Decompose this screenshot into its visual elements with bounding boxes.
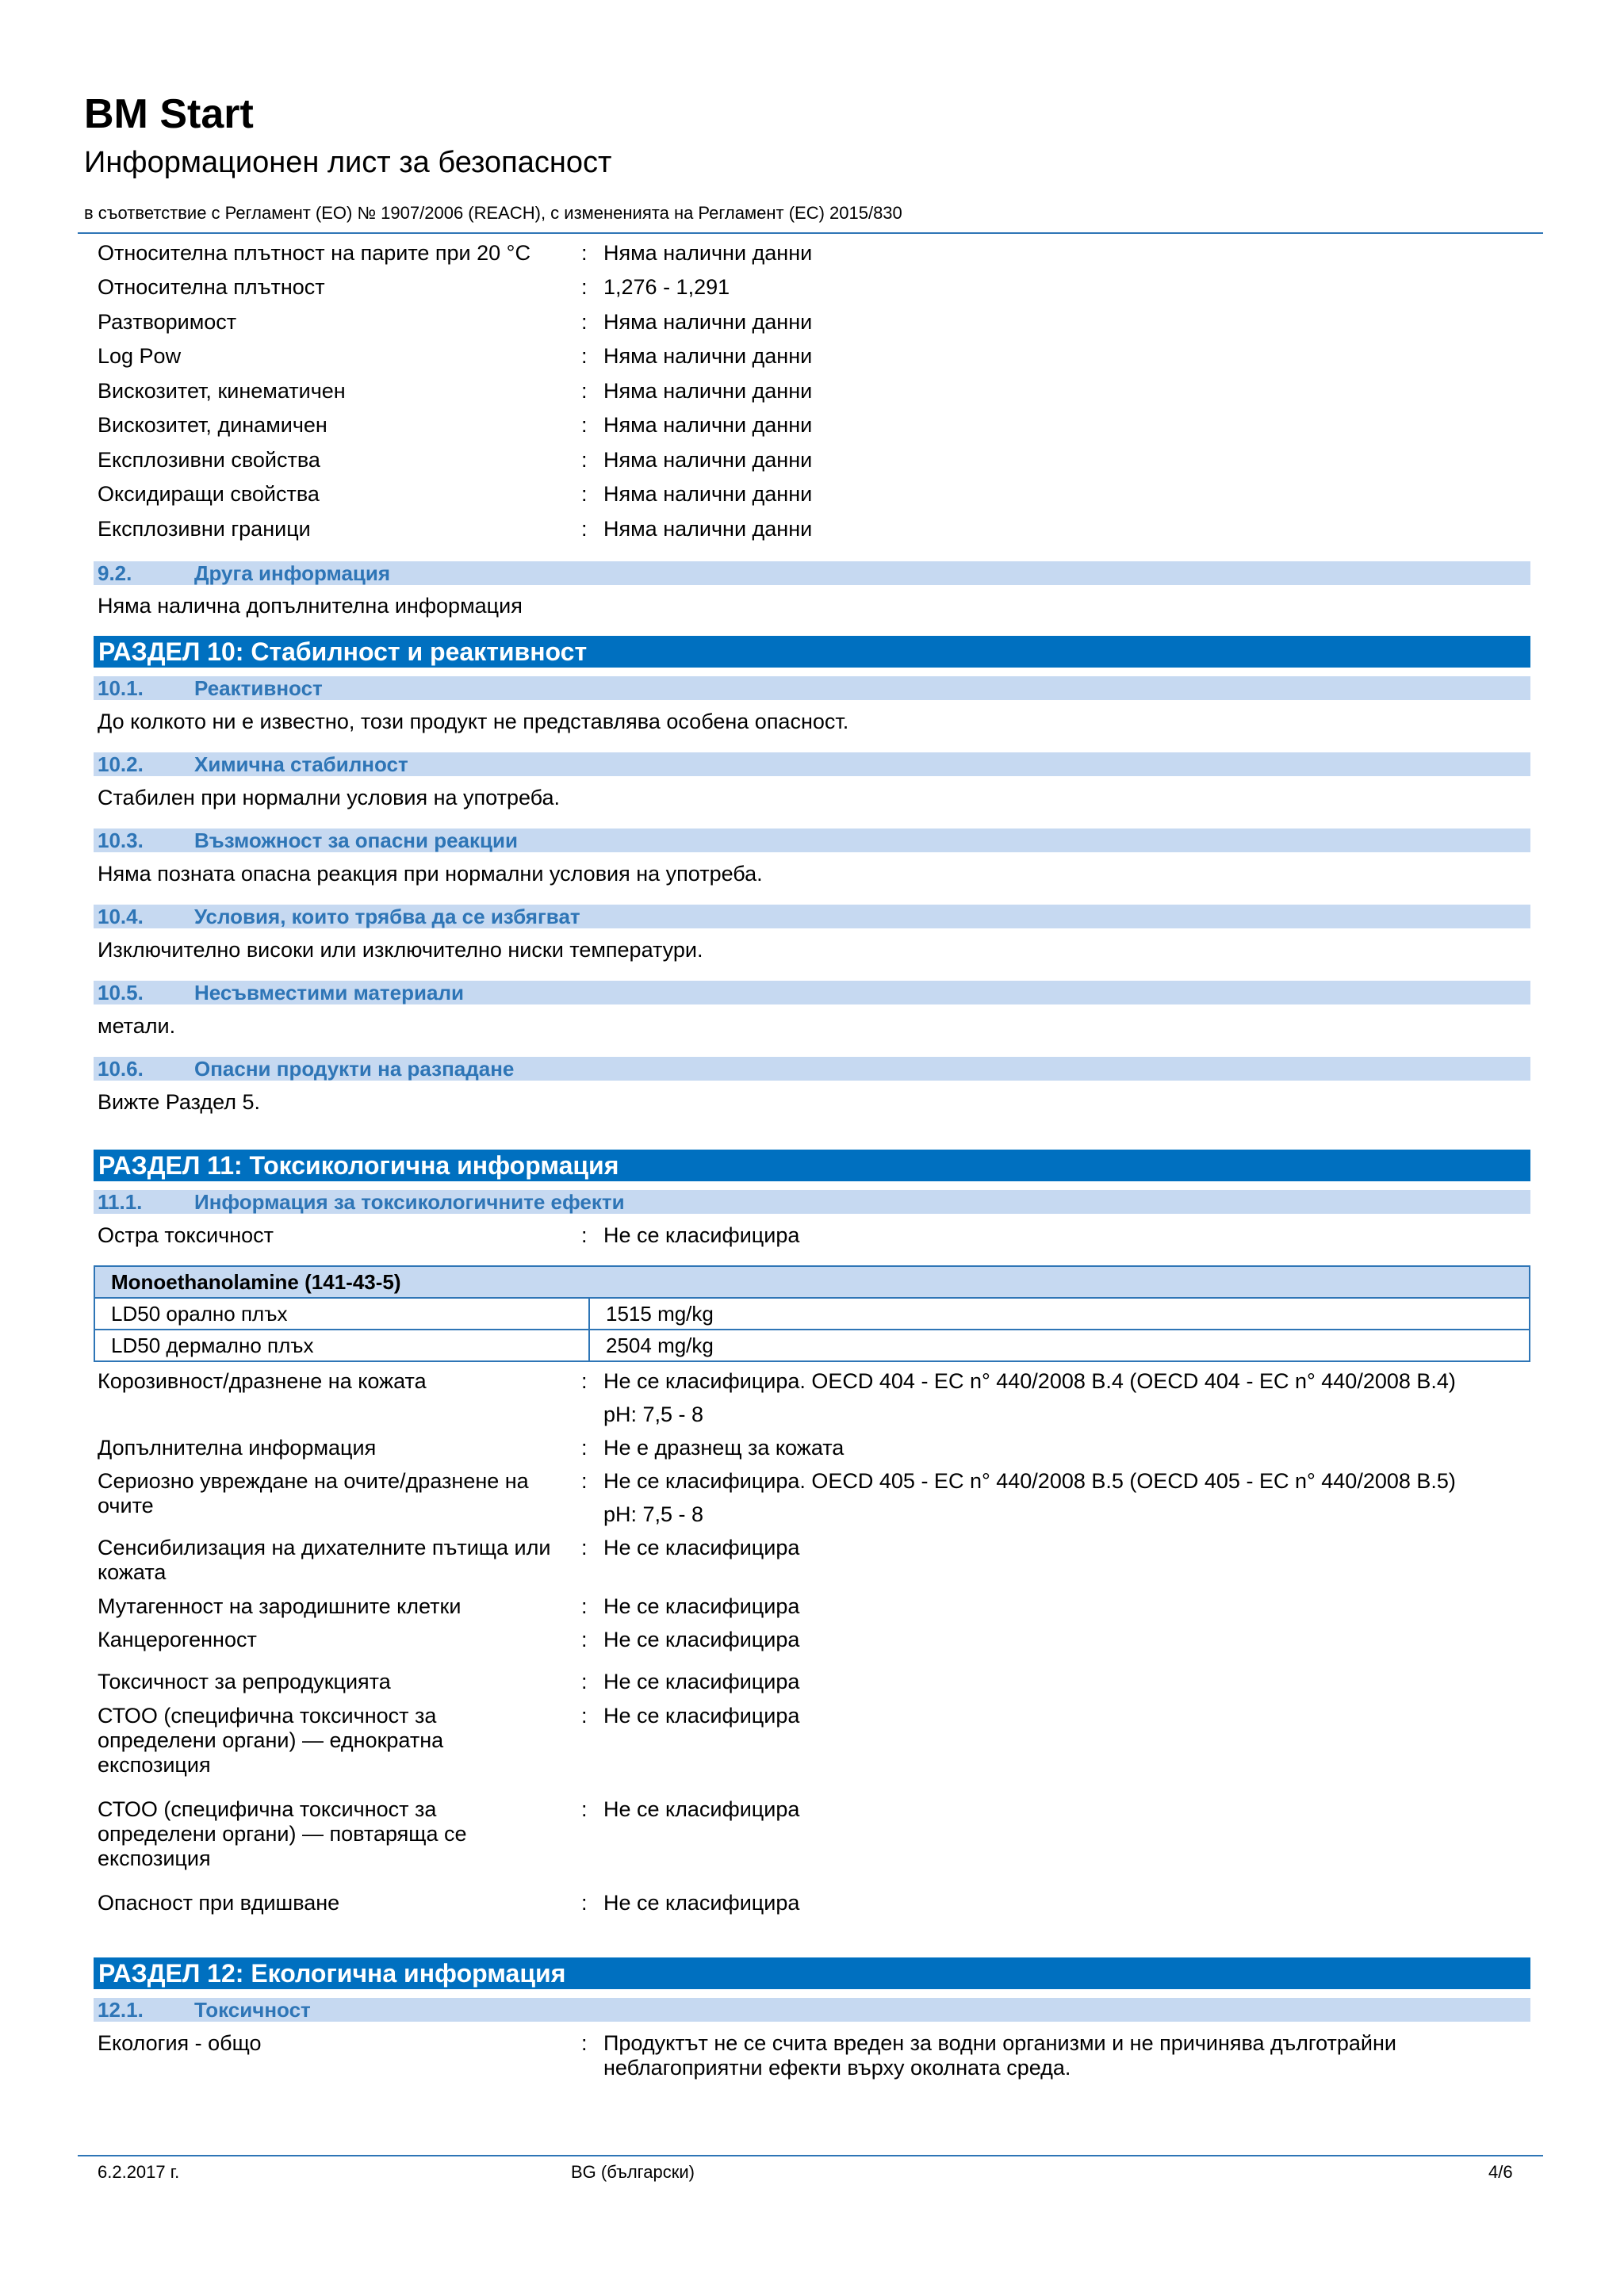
table-header-row [94,1266,1530,1298]
prop-value-extra: pH: 7,5 - 8 [603,1502,704,1526]
prop-label: Разтворимост [98,310,237,334]
prop-label: Мутагенност на зародишните клетки [98,1594,462,1618]
prop-value: Не се класифицира [603,1594,800,1618]
subsection-title: Реактивност [194,676,323,700]
prop-colon: : [581,344,588,368]
subsection-number: 12.1. [98,1998,144,2022]
section-12-title: РАЗДЕЛ 12: Екологична информация [98,1959,566,1988]
prop-colon: : [581,517,588,541]
prop-value: Не се класифицира [603,1628,800,1651]
prop-label: Експлозивни свойства [98,448,320,472]
table-row [94,1298,1530,1330]
prop-colon: : [581,413,588,437]
header-divider [78,232,1543,234]
subsection-text: метали. [98,1014,176,1038]
prop-label: Log Pow [98,344,182,368]
subsection-title: Информация за токсикологичните ефекти [194,1190,625,1214]
prop-value: Не се класифицира [603,1704,800,1728]
prop-colon: : [581,1223,588,1247]
page-number: 4/6 [1488,2162,1513,2182]
prop-colon: : [581,379,588,403]
footer-date: 6.2.2017 г. [98,2162,180,2182]
subsection-text: До колкото ни е известно, този продукт не представлява особена опасност. [98,710,849,733]
subsection-title: Токсичност [194,1998,311,2022]
prop-label: Канцерогенност [98,1628,257,1651]
subsection-number: 10.1. [98,676,144,700]
prop-colon: : [581,1670,588,1693]
footer-language: BG (български) [571,2162,695,2182]
table-cell-name: LD50 орално плъх [94,1298,589,1330]
prop-value: Не се класифицира [603,1536,800,1559]
subsection-number: 9.2. [98,561,132,585]
prop-label: Оксидиращи свойства [98,482,320,506]
prop-label: Корозивност/дразнене на кожата [98,1369,427,1393]
subsection-title: Възможност за опасни реакции [194,828,518,852]
table-header-cell: Monoethanolamine (141-43-5) [94,1266,1530,1298]
prop-colon: : [581,1594,588,1618]
document-subtitle: Информационен лист за безопасност [84,146,612,179]
subsection-number: 10.6. [98,1057,144,1081]
prop-value: Няма налични данни [603,310,813,334]
table-row [94,1330,1530,1361]
prop-colon: : [581,448,588,472]
prop-value-extra: pH: 7,5 - 8 [603,1402,704,1426]
prop-value: Не се класифицира. OECD 404 - EC n° 440/2008 B.4 (OECD 404 - EC n° 440/2008 B.4) [603,1369,1456,1393]
prop-value: Няма налични данни [603,413,813,437]
subsection-text: Няма налична допълнителна информация [98,594,523,618]
subsection-number: 10.3. [98,828,144,852]
subsection-title: Химична стабилност [194,752,408,776]
prop-value: Няма налични данни [603,241,813,265]
prop-label: Експлозивни граници [98,517,311,541]
prop-label: Относителна плътност на парите при 20 °C [98,241,530,265]
subsection-number: 10.4. [98,905,144,928]
prop-label: Опасност при вдишване [98,1891,340,1915]
acute-toxicity-value: Не се класифицира [603,1223,800,1247]
prop-colon: : [581,1469,588,1493]
prop-value: Не е дразнещ за кожата [603,1436,845,1460]
acute-toxicity-label: Остра токсичност [98,1223,274,1247]
prop-value: Няма налични данни [603,448,813,472]
prop-label: Относителна плътност [98,275,325,299]
prop-value: Не се класифицира. OECD 405 - EC n° 440/2008 B.5 (OECD 405 - EC n° 440/2008 B.5) [603,1469,1456,1493]
subsection-text: Стабилен при нормални условия на употреба. [98,786,561,809]
table-cell-name: LD50 дермално плъх [94,1330,589,1361]
prop-value: Не се класифицира [603,1891,800,1915]
ecology-value: Продуктът не се счита вреден за водни организми и не причинява дълготрайни неблагоприятни ефекти върху околната среда. [603,2031,1397,2080]
prop-colon: : [581,241,588,265]
prop-colon: : [581,1704,588,1728]
prop-colon: : [581,1369,588,1393]
section-10-title: РАЗДЕЛ 10: Стабилност и реактивност [98,637,588,666]
subsection-number: 11.1. [98,1190,143,1214]
prop-value: Няма налични данни [603,344,813,368]
prop-label: Сенсибилизация на дихателните пътища или кожата [98,1536,551,1584]
prop-colon: : [581,482,588,506]
subsection-text: Вижте Раздел 5. [98,1090,260,1114]
prop-label: Допълнителна информация [98,1436,377,1460]
prop-colon: : [581,1891,588,1915]
prop-colon: : [581,275,588,299]
prop-colon: : [581,1436,588,1460]
prop-label: СТОО (специфична токсичност за определени органи) — повтаряща се експозиция [98,1797,467,1870]
subsection-title: Друга информация [194,561,391,585]
prop-label: Вискозитет, кинематичен [98,379,346,403]
prop-value: Няма налични данни [603,482,813,506]
prop-colon: : [581,1797,588,1821]
section-11-title: РАЗДЕЛ 11: Токсикологична информация [98,1151,619,1180]
prop-value: Няма налични данни [603,379,813,403]
ecology-label: Екология - общо [98,2031,262,2055]
subsection-text: Няма позната опасна реакция при нормални условия на употреба. [98,862,763,886]
prop-colon: : [581,1628,588,1651]
prop-label: Токсичност за репродукцията [98,1670,391,1693]
subsection-number: 10.5. [98,981,144,1004]
subsection-text: Изключително високи или изключително ниски температури. [98,938,703,962]
footer-divider [78,2155,1543,2156]
prop-label: Сериозно увреждане на очите/дразнене на очите [98,1469,529,1517]
product-title: BM Start [84,91,254,137]
subsection-number: 10.2. [98,752,144,776]
prop-colon: : [581,310,588,334]
prop-colon: : [581,1536,588,1559]
subsection-title: Опасни продукти на разпадане [194,1057,515,1081]
prop-value: Няма налични данни [603,517,813,541]
prop-value: 1,276 - 1,291 [603,275,730,299]
regulation-note: в съответствие с Регламент (ЕО) № 1907/2006 (REACH), с измененията на Регламент (ЕС) 2015/830 [84,203,902,223]
prop-value: Не се класифицира [603,1670,800,1693]
subsection-title: Несъвместими материали [194,981,464,1004]
table-cell-value: 1515 mg/kg [589,1298,1530,1330]
prop-value: Не се класифицира [603,1797,800,1821]
table-cell-value: 2504 mg/kg [589,1330,1530,1361]
monoethanolamine-table [94,1265,1530,1362]
subsection-title: Условия, които трябва да се избягват [194,905,580,928]
prop-colon: : [581,2031,588,2055]
prop-label: СТОО (специфична токсичност за определени органи) — еднократна експозиция [98,1704,444,1777]
prop-label: Вискозитет, динамичен [98,413,327,437]
